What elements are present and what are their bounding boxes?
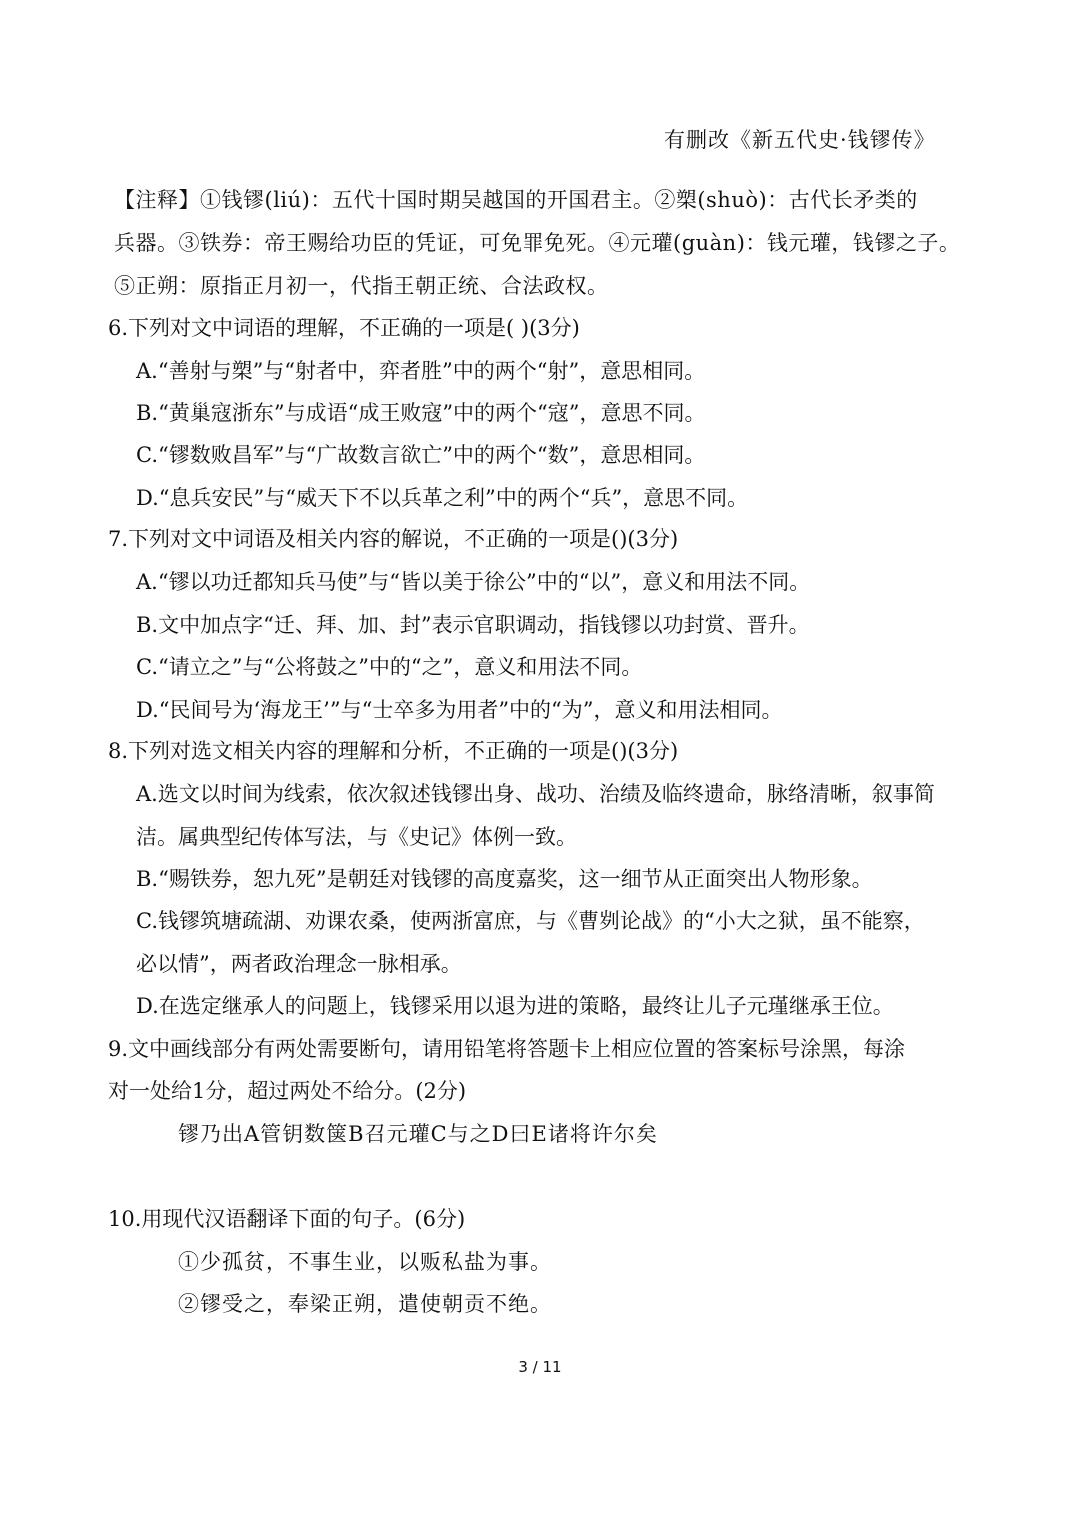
question-10-stem: 10.用现代汉语翻译下面的句子。(6分) bbox=[108, 1207, 466, 1231]
question-10-item-2: ②镠受之，奉梁正朔，遣使朝贡不绝。 bbox=[178, 1292, 552, 1316]
annotation-line-2: 兵器。③铁券：帝王赐给功臣的凭证，可免罪免死。④元瓘(guàn)：钱元瓘，钱镠之子。 bbox=[114, 231, 961, 255]
question-7-option-d: D.“民间号为‘海龙王’”与“士卒多为用者”中的“为”，意义和用法相同。 bbox=[136, 698, 783, 722]
question-8-option-a-line-2: 洁。属典型纪传体写法，与《史记》体例一致。 bbox=[136, 825, 577, 849]
question-6-option-d: D.“息兵安民”与“威天下不以兵革之利”中的两个“兵”，意思不同。 bbox=[136, 486, 749, 510]
annotation-line-1: 【注释】①钱镠(liú)：五代十国时期吴越国的开国君主。②槊(shuò)：古代长矛类的 bbox=[114, 188, 918, 212]
question-9-sentence: 镠乃出A管钥数箧B召元瓘C与之D曰E诸将许尔矣 bbox=[178, 1122, 658, 1146]
question-7-option-b: B.文中加点字“迁、拜、加、封”表示官职调动，指钱镠以功封赏、晋升。 bbox=[136, 613, 810, 637]
question-6-option-c: C.“镠数败昌军”与“广故数言欲亡”中的两个“数”，意思相同。 bbox=[136, 443, 706, 467]
question-7-option-c: C.“请立之”与“公将鼓之”中的“之”，意义和用法不同。 bbox=[136, 655, 643, 679]
annotation-line-3: ⑤正朔：原指正月初一，代指王朝正统、合法政权。 bbox=[114, 274, 609, 298]
question-8-stem: 8.下列对选文相关内容的理解和分析，不正确的一项是()(3分) bbox=[108, 739, 679, 763]
question-7-option-a: A.“镠以功迁都知兵马使”与“皆以美于徐公”中的“以”，意义和用法不同。 bbox=[136, 570, 811, 594]
question-8-option-d: D.在选定继承人的问题上，钱镠采用以退为进的策略，最终让儿子元瑾继承王位。 bbox=[136, 994, 894, 1018]
question-6-option-a: A.“善射与槊”与“射者中，弈者胜”中的两个“射”，意思相同。 bbox=[136, 359, 706, 383]
question-8-option-b: B.“赐铁券，恕九死”是朝廷对钱镠的高度嘉奖，这一细节从正面突出人物形象。 bbox=[136, 867, 873, 891]
question-8-option-a-line-1: A.选文以时间为线索，依次叙述钱镠出身、战功、治绩及临终遗命，脉络清晰，叙事简 bbox=[136, 782, 935, 806]
question-7-stem: 7.下列对文中词语及相关内容的解说，不正确的一项是()(3分) bbox=[108, 527, 679, 551]
question-8-option-c-line-2: 必以情”，两者政治理念一脉相承。 bbox=[136, 952, 462, 976]
question-6-stem: 6.下列对文中词语的理解，不正确的一项是( )(3分) bbox=[108, 316, 580, 340]
question-9-stem-line-1: 9.文中画线部分有两处需要断句，请用铅笔将答题卡上相应位置的答案标号涂黑，每涂 bbox=[108, 1037, 906, 1061]
question-10-item-1: ①少孤贫，不事生业，以贩私盐为事。 bbox=[178, 1250, 552, 1274]
question-9-stem-line-2: 对一处给1分，超过两处不给分。(2分) bbox=[108, 1079, 467, 1103]
question-6-option-b: B.“黄巢寇浙东”与成语“成王败寇”中的两个“寇”，意思不同。 bbox=[136, 401, 706, 425]
question-8-option-c-line-1: C.钱镠筑塘疏湖、劝课农桑，使两浙富庶，与《曹刿论战》的“小大之狱，虽不能察， bbox=[136, 909, 925, 933]
page-number: 3 / 11 bbox=[518, 1358, 562, 1376]
source-citation: 有删改《新五代史·钱镠传》 bbox=[664, 128, 936, 152]
